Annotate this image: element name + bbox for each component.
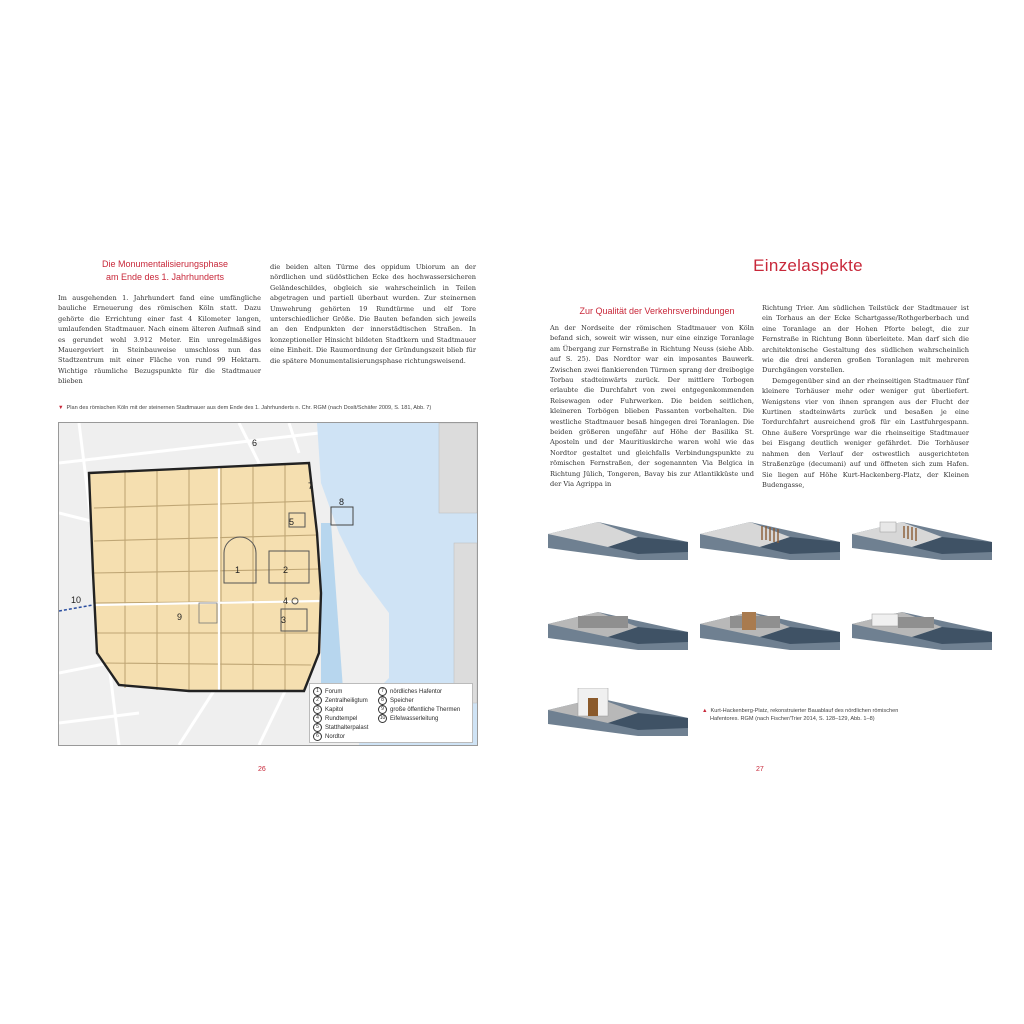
section-title: Zur Qualität der Verkehrsverbindungen xyxy=(579,306,735,316)
map-label-10: 10 xyxy=(71,595,82,605)
caption-marker-icon: ▼ xyxy=(58,405,64,411)
section-title-line2: am Ende des 1. Jahrhunderts xyxy=(105,272,225,282)
paragraph: die beiden alten Türme des oppidum Ubiorum an der nördlichen und südöstlichen Ecke des hochwassersicheren Geländeschildes, obgleich sie wahrscheinlich in Teilen abgetragen und partiell überbaut wurden. Zur steinernen Umwehrung gehörten 19 Rundtürme und elf Tore unterschiedlicher Größe. Die Bauten befanden sich jeweils an den Endpunkten der innerstädtischen Straßen. In konzeptioneller Hinsicht bildeten Stadtkern und Stadtmauer eine Einheit. Die Raumordnung der Gründungszeit blieb für die spätere Monumentalisierungsphase richtungsweisend. xyxy=(270,263,476,365)
caption-text: Plan des römischen Köln mit der steinernen Stadtmauer aus dem Ende des 1. Jahrhunderts n. Chr. RGM (nach Doslt/Schäfer 2009, S. 181, Abb. 7) xyxy=(66,405,432,411)
right-page xyxy=(512,0,1024,1024)
section-title xyxy=(90,258,240,284)
reconstruction-step-1 xyxy=(548,512,688,562)
page-number-right: 27 xyxy=(756,766,764,773)
paragraph: Richtung Trier. Am südlichen Teilstück der Stadtmauer ist ein Torhaus an der Ecke Schartgasse/Rothgerberbach und eine Toranlage an der Hohen Pforte belegt, die zur Fernstraße in Richtung Bonn überleitete. Man darf sich die architektonische Gestaltung des südlichen wahrscheinlich wie die drei anderen großen Toranlagen mit mehreren Durchgängen vorstellen. xyxy=(762,304,969,375)
map-label-2: 2 xyxy=(283,565,289,575)
right-column-2 xyxy=(762,303,969,490)
left-column-2 xyxy=(270,262,476,366)
chapter-title: Einzelaspekte xyxy=(753,256,863,275)
reconstruction-step-4 xyxy=(548,602,688,652)
legend-item: 6 Nordtor xyxy=(313,732,345,741)
map-label-4: 4 xyxy=(283,596,289,606)
map-label-7: 7 xyxy=(308,481,314,491)
reconstruction-step-2 xyxy=(700,512,840,562)
roman-cologne-map xyxy=(58,422,478,746)
legend-item: 2 Zentralheiligtum xyxy=(313,696,368,705)
right-column-1 xyxy=(550,323,754,490)
map-label-9: 9 xyxy=(177,612,183,622)
legend-item: 3 Kapitol xyxy=(313,705,343,714)
caption-marker-icon: ▲ xyxy=(702,708,708,714)
paragraph: Im ausgehenden 1. Jahrhundert fand eine umfängliche bauliche Erneuerung des römischen Köln statt. Dazu gehörte die Errichtung einer fast 4 Kilometer langen, umlaufenden Stadtmauer. Nach einem älteren Aufmaß sind es gerundet wohl 3.912 Meter. Ein unregelmäßiges Mauergeviert in Steinbauweise umschloss nun das Stadtzentrum mit einer Fläche von rund 99 Hektarn. Wichtige räumliche Bezugspunkte für die Stadtmauer blieben xyxy=(58,294,261,386)
reconstruction-step-5 xyxy=(700,602,840,652)
reconstruction-step-3 xyxy=(852,512,992,562)
left-column-1 xyxy=(58,293,261,387)
map-caption xyxy=(58,404,478,412)
map-label-3: 3 xyxy=(281,615,287,625)
legend-item: 5 Statthalterpalast xyxy=(313,723,368,732)
legend-item: 9 große öffentliche Thermen xyxy=(378,705,460,714)
legend-item: 1 Forum xyxy=(313,687,342,696)
section-title-line1: Die Monumentalisierungsphase xyxy=(101,259,229,269)
page-number-left: 26 xyxy=(258,766,266,773)
map-legend xyxy=(309,683,473,743)
legend-item: 4 Rundtempel xyxy=(313,714,357,723)
reconstruction-step-6 xyxy=(852,602,992,652)
paragraph: An der Nordseite der römischen Stadtmauer von Köln befand sich, soweit wir wissen, nur eine einzige Toranlage am Übergang zur Fernstraße in Richtung Neuss (siehe Abb. auf S. 25). Das Nordtor war ein imposantes Bauwerk. Zwischen zwei flankierenden Türmen sprang der dreibogige Torbau stadteinwärts zurück. Der mittlere Torbogen erlaubte die Durchfahrt von zwei entgegenkommenden Reisewagen oder Fuhrwerken. Die beiden seitlichen, kleineren Torbögen blieben Passanten vorbehalten. Die westliche Stadtmauer besaß hingegen drei Toranlagen. Die beiden größeren ungefähr auf Höhe der Basilika St. Aposteln und der Mauritiuskirche waren wohl wie das Nordtor gestaltet und gleichfalls Verbindungspunkte zu römischen Fernstraßen, der sogenannten Via Belgica in Richtung Jülich, Tongeren, Bavay bis zur Atlantikküste und der Via Agrippa in xyxy=(550,324,754,489)
map-label-1: 1 xyxy=(235,565,241,575)
paragraph: Demgegenüber sind an der rheinseitigen Stadtmauer fünf kleinere Torhäuser mehr oder weniger gut überliefert. Wenigstens vier von ihnen sprangen aus der Flucht der Kurtinen stadteinwärts zurück und besaßen je eine Tordurchfahrt ausreichend groß für ein Lastfuhrgespann. Ohne äußere Vorsprünge war die rheinseitige Stadtmauer bei Eisgang deutlich weniger gefährdet. Die Torhäuser nahmen den Verlauf der ostwestlich ausgerichteten Straßenzüge (decumani) auf und öffneten sich zum Hafen. Sie liegen auf Höhe Kurt-Hackenberg-Platz, der Kleinen Budengasse, xyxy=(762,376,969,489)
map-label-6: 6 xyxy=(252,438,258,448)
reconstruction-caption: ▲ Kurt-Hackenberg-Platz, rekonstruierter Bauablauf des nördlichen römischen Hafentores. RGM (nach Fischer/Trier 2014, S. 128–129, Abb. 1–8) xyxy=(702,708,899,722)
legend-item: 10 Eifelwasserleitung xyxy=(379,715,439,722)
legend-item: 8 Speicher xyxy=(378,696,414,705)
legend-item: 7 nördliches Hafentor xyxy=(378,687,442,696)
map-label-8: 8 xyxy=(339,497,345,507)
reconstruction-step-7 xyxy=(548,688,688,738)
map-label-5: 5 xyxy=(289,517,295,527)
